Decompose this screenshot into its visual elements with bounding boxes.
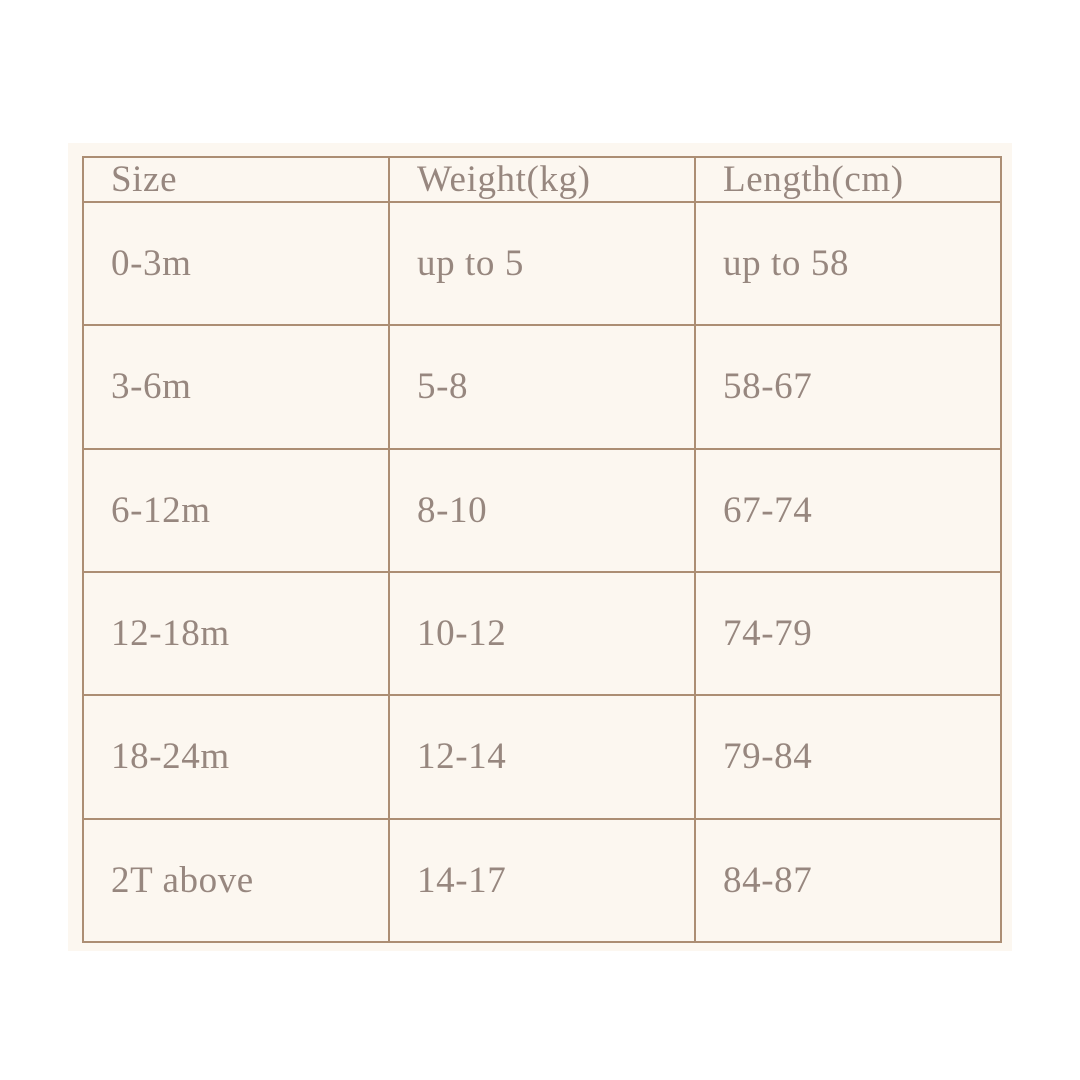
size-chart-panel [68, 143, 1012, 951]
table-body [83, 202, 1001, 942]
cell-weight: 10-12 [389, 572, 695, 695]
table-row [83, 819, 1001, 942]
cell-weight: 12-14 [389, 695, 695, 818]
cell-length: 67-74 [695, 449, 1001, 572]
cell-size: 18-24m [83, 695, 389, 818]
header-cell-weight: Weight(kg) [389, 157, 695, 202]
cell-weight: 8-10 [389, 449, 695, 572]
table-header [83, 157, 1001, 202]
cell-length: 79-84 [695, 695, 1001, 818]
size-chart-table [82, 156, 1002, 943]
header-cell-size: Size [83, 157, 389, 202]
cell-weight: 14-17 [389, 819, 695, 942]
table-row [83, 572, 1001, 695]
cell-size: 12-18m [83, 572, 389, 695]
table-row [83, 325, 1001, 448]
cell-size: 6-12m [83, 449, 389, 572]
table-row [83, 695, 1001, 818]
cell-size: 3-6m [83, 325, 389, 448]
cell-length: 58-67 [695, 325, 1001, 448]
table-row [83, 202, 1001, 325]
header-row [83, 157, 1001, 202]
table-row [83, 449, 1001, 572]
cell-weight: 5-8 [389, 325, 695, 448]
cell-size: 2T above [83, 819, 389, 942]
cell-size: 0-3m [83, 202, 389, 325]
cell-length: up to 58 [695, 202, 1001, 325]
header-cell-length: Length(cm) [695, 157, 1001, 202]
cell-length: 74-79 [695, 572, 1001, 695]
cell-weight: up to 5 [389, 202, 695, 325]
cell-length: 84-87 [695, 819, 1001, 942]
